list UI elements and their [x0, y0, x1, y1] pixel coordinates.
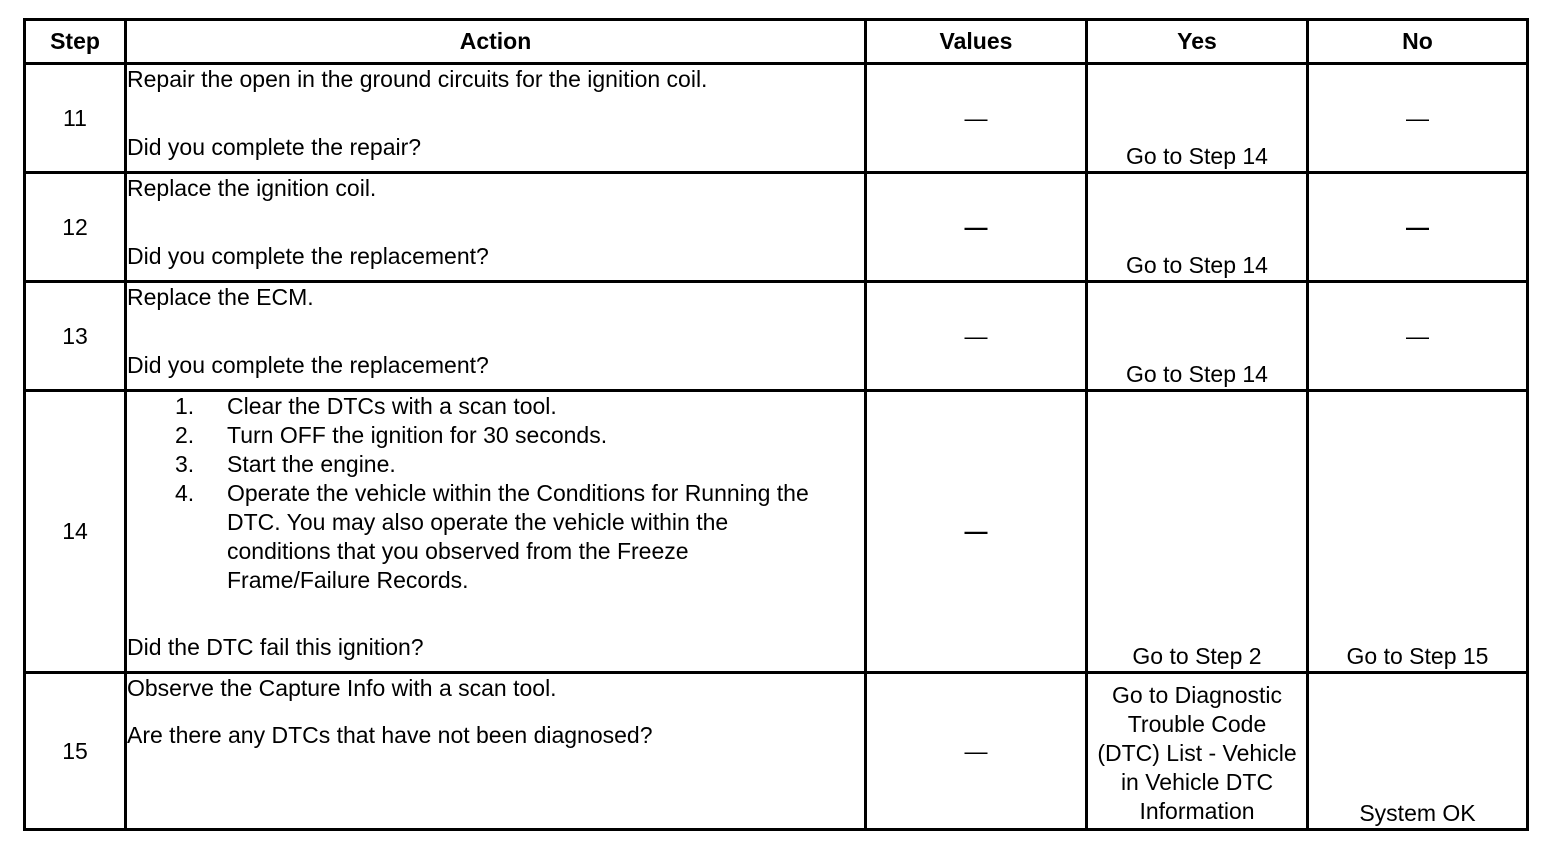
action-question: Did you complete the replacement? — [127, 243, 489, 269]
table-row — [25, 64, 1528, 173]
values-dash: — — [964, 322, 988, 349]
header-yes: Yes — [1087, 20, 1308, 64]
header-values: Values — [866, 20, 1087, 64]
table-row — [25, 282, 1528, 391]
no-cell: Go to Step 15 — [1308, 391, 1528, 673]
action-cell — [126, 64, 866, 173]
action-question: Are there any DTCs that have not been diagnosed? — [127, 722, 653, 748]
step-number: 13 — [25, 282, 126, 391]
table-row — [25, 173, 1528, 282]
header-row — [25, 20, 1528, 64]
no-cell — [1308, 64, 1528, 173]
list-item — [127, 392, 864, 421]
list-item-text: Start the engine. — [227, 451, 396, 477]
list-item-number: 1. — [175, 393, 195, 419]
values-cell — [866, 64, 1087, 173]
step-number: 11 — [25, 64, 126, 173]
values-cell — [866, 673, 1087, 830]
values-dash: — — [964, 737, 988, 764]
action-text: Observe the Capture Info with a scan tool. — [127, 675, 557, 701]
values-cell — [866, 282, 1087, 391]
action-text: Replace the ECM. — [127, 284, 314, 310]
step-number: 15 — [25, 673, 126, 830]
header-no: No — [1308, 20, 1528, 64]
diagnostic-table — [23, 18, 1529, 831]
action-question: Did you complete the repair? — [127, 134, 422, 160]
yes-cell: Go to Step 14 — [1087, 282, 1308, 391]
list-item-number: 4. — [175, 480, 195, 506]
no-dash: — — [1406, 213, 1429, 240]
action-cell — [126, 673, 866, 830]
procedure-list — [127, 392, 864, 595]
yes-cell: Go to Step 2 — [1087, 391, 1308, 673]
list-item-text: Clear the DTCs with a scan tool. — [227, 393, 557, 419]
action-question: Did the DTC fail this ignition? — [127, 634, 424, 660]
action-cell — [126, 391, 866, 673]
yes-cell: Go to Step 14 — [1087, 173, 1308, 282]
yes-cell: Go to Step 14 — [1087, 64, 1308, 173]
table-row — [25, 391, 1528, 673]
action-text: Repair the open in the ground circuits for the ignition coil. — [127, 66, 708, 92]
no-cell — [1308, 173, 1528, 282]
list-item-number: 3. — [175, 451, 195, 477]
list-item — [127, 479, 864, 595]
list-item — [127, 421, 864, 450]
values-cell — [866, 391, 1087, 673]
action-cell — [126, 173, 866, 282]
values-dash: — — [964, 104, 988, 131]
list-item — [127, 450, 864, 479]
no-cell: System OK — [1308, 673, 1528, 830]
no-dash: — — [1406, 104, 1429, 131]
list-item-text: Turn OFF the ignition for 30 seconds. — [227, 422, 608, 448]
list-item-text: Operate the vehicle within the Conditions for Running the DTC. You may also operate the vehicle within the conditions that you observed from the Freeze Frame/Failure Records. — [227, 480, 809, 593]
table-row — [25, 673, 1528, 830]
action-text: Replace the ignition coil. — [127, 175, 377, 201]
yes-cell: Go to Diagnostic Trouble Code (DTC) List - Vehicle in Vehicle DTC Information — [1087, 673, 1308, 830]
step-number: 12 — [25, 173, 126, 282]
values-dash: — — [964, 518, 988, 544]
action-question: Did you complete the replacement? — [127, 352, 489, 378]
header-step: Step — [25, 20, 126, 64]
step-number: 14 — [25, 391, 126, 673]
no-dash: — — [1406, 322, 1429, 349]
values-cell — [866, 173, 1087, 282]
header-action: Action — [126, 20, 866, 64]
list-item-number: 2. — [175, 422, 195, 448]
no-cell — [1308, 282, 1528, 391]
values-dash: — — [964, 213, 988, 240]
action-cell — [126, 282, 866, 391]
